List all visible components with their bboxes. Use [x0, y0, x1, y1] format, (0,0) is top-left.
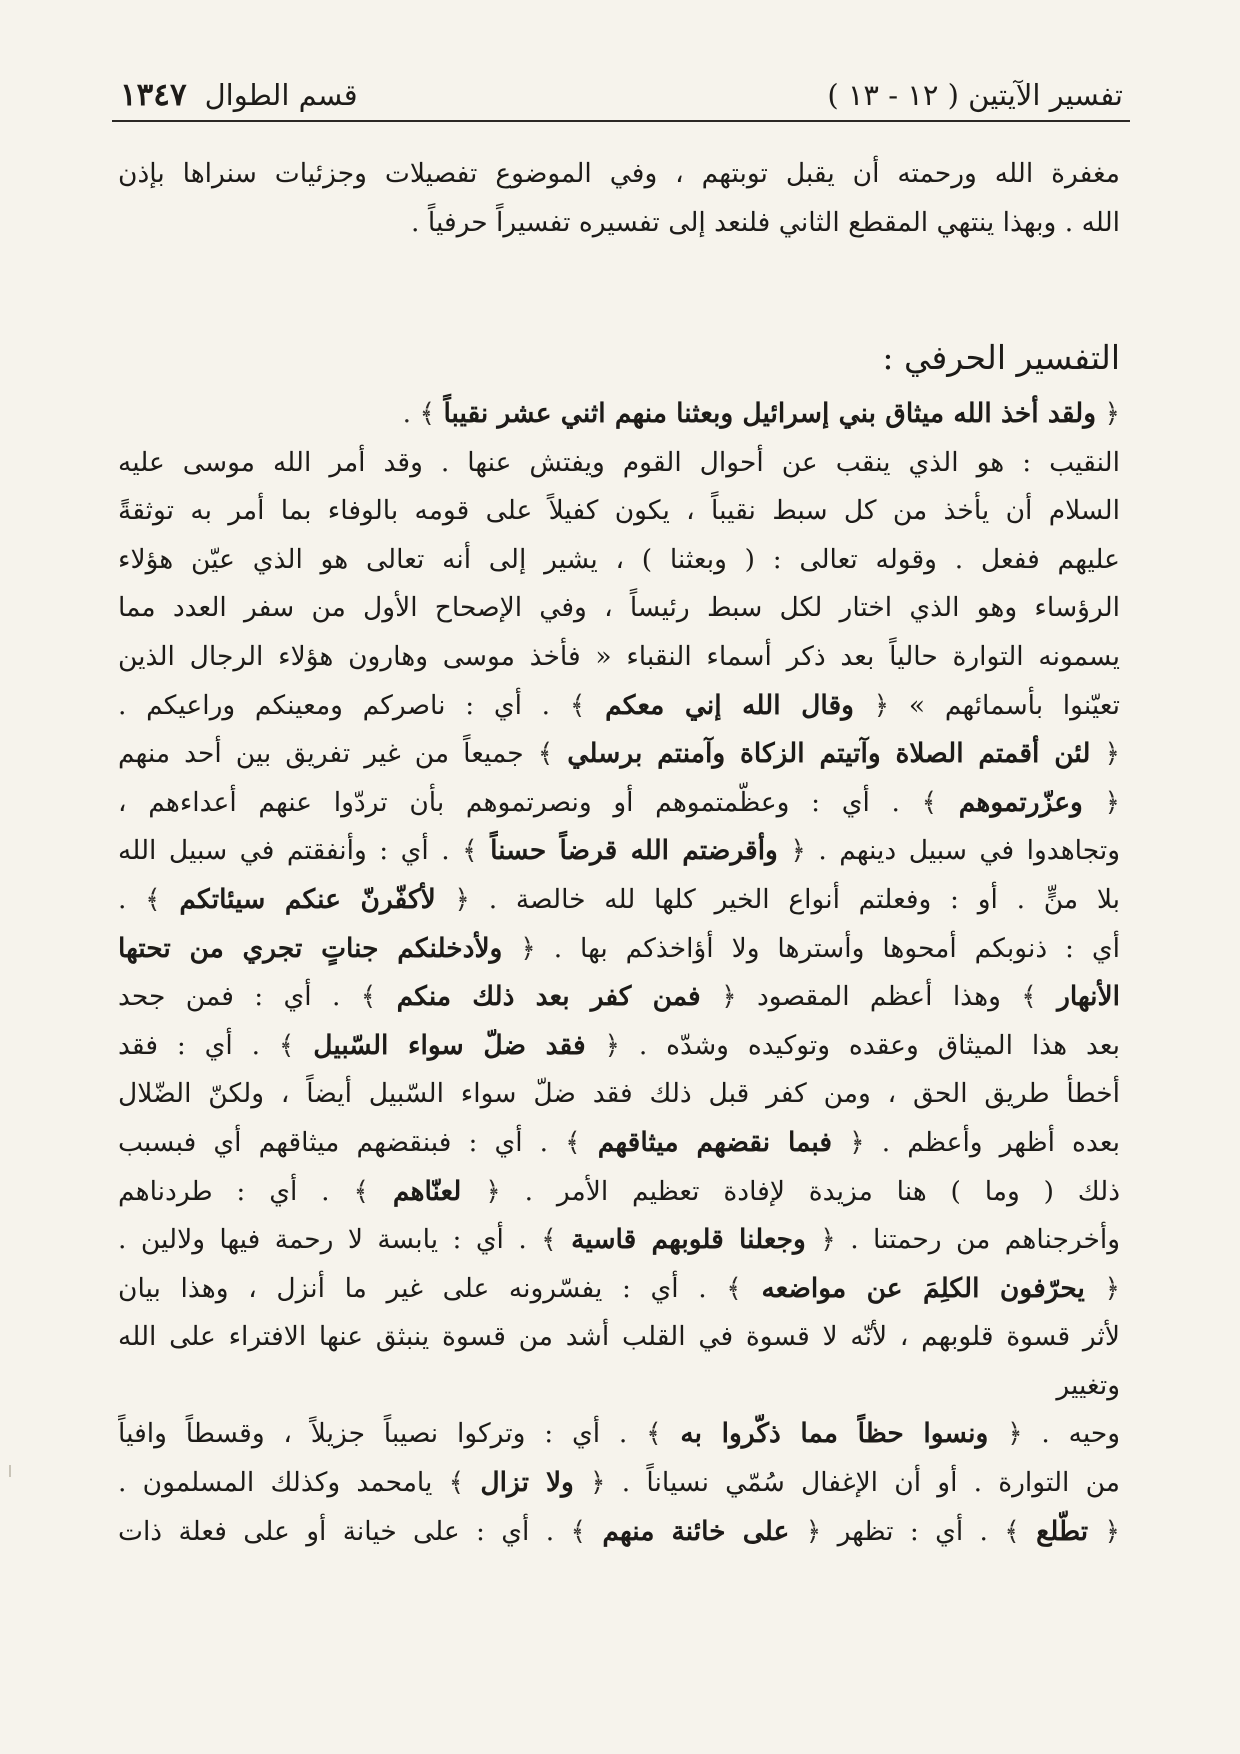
- page-header: [120, 72, 1123, 118]
- ornate-bracket: ﴿: [461, 1175, 501, 1207]
- commentary-text: . أي : وعظّمتموهم أو ونصرتموهم بأن تردّوا عنهم أعداءهم ،: [118, 786, 922, 818]
- ornate-bracket: ﴾: [570, 1515, 603, 1547]
- quran-verse: وجعلنا قلوبهم قاسية: [571, 1224, 806, 1256]
- ornate-bracket: ﴾: [569, 689, 606, 721]
- quran-verse: فمن كفر بعد ذلك منكم: [396, 981, 701, 1013]
- commentary-line: [118, 1216, 1120, 1265]
- commentary-line: [118, 487, 1120, 536]
- commentary-text: . أي : وأنفقتم في سبيل الله: [118, 835, 463, 867]
- commentary-line: [118, 1459, 1120, 1508]
- quran-verse: تطّلع: [1036, 1515, 1089, 1547]
- commentary-text: الرؤساء وهو الذي اختار لكل سبط رئيساً ، وفي الإصحاح الأول من سفر العدد مما: [118, 592, 1120, 624]
- commentary-text: . أي : ناصركم ومعينكم وراعيكم .: [118, 689, 570, 721]
- ornate-bracket: ﴾: [726, 1272, 762, 1304]
- quran-verse: ونسوا حظاً مما ذكّروا به: [680, 1418, 989, 1450]
- intro-line: الله . وبهذا ينتهي المقطع الثاني فلنعد إلى تفسيره تفسيراً حرفياً .: [411, 206, 1120, 238]
- ornate-bracket: ﴿: [789, 1515, 822, 1547]
- quran-verse: يحرّفون الكلِمَ عن مواضعه: [761, 1272, 1085, 1304]
- ornate-bracket: ﴾: [565, 1126, 598, 1158]
- commentary-text: . أي : تظهر: [821, 1515, 1005, 1547]
- quran-verse: على خائنة منهم: [602, 1515, 790, 1547]
- commentary-line: [118, 779, 1120, 828]
- ornate-bracket: ﴾: [537, 738, 568, 770]
- ornate-bracket: ﴿: [1090, 738, 1120, 770]
- commentary-line: [118, 1265, 1120, 1314]
- ornate-bracket: ﴿: [1088, 1515, 1120, 1547]
- ornate-bracket: ﴾: [145, 883, 180, 915]
- ornate-bracket: ﴿: [988, 1418, 1023, 1450]
- commentary-line: [118, 973, 1120, 1022]
- commentary-text: عليهم ففعل . وقوله تعالى : ( وبعثنا ) ، يشير إلى أنه تعالى هو الذي عيّن هؤلاء: [118, 543, 1120, 575]
- header-rule: [112, 120, 1130, 122]
- quran-verse: فبما نقضهم ميثاقهم: [597, 1126, 833, 1158]
- ornate-bracket: ﴾: [353, 1175, 393, 1207]
- commentary-line: [118, 1168, 1120, 1217]
- commentary-text: . أي : على خيانة أو على فعلة ذات: [118, 1515, 571, 1547]
- ornate-bracket: ﴾: [921, 786, 959, 818]
- section-heading: التفسير الحرفي :: [882, 338, 1120, 377]
- commentary-text: من التوارة . أو أن الإغفال سُمّي نسياناً .: [605, 1467, 1120, 1499]
- quran-verse: وعزّرتموهم: [958, 786, 1083, 818]
- running-title: تفسير الآيتين ( ١٢ - ١٣ ): [827, 78, 1123, 112]
- ornate-bracket: ﴾: [360, 981, 397, 1013]
- commentary-text: وتجاهدوا في سبيل دينهم .: [805, 835, 1120, 867]
- commentary-text: ذلك ( وما ) هنا مزيدة لإفادة تعظيم الأمر .: [500, 1175, 1120, 1207]
- commentary-text: . أي : فمن جحد: [118, 981, 361, 1013]
- commentary-line: [118, 536, 1120, 585]
- ornate-bracket: ﴿: [502, 932, 536, 964]
- commentary-line: [118, 682, 1120, 731]
- ornate-bracket: ﴿: [1084, 1272, 1120, 1304]
- ornate-bracket: ﴾: [448, 1467, 481, 1499]
- commentary-text: بعد هذا الميثاق وعقده وتوكيده وشدّه .: [620, 1029, 1120, 1061]
- ornate-bracket: ﴾: [1004, 1515, 1037, 1547]
- commentary-line: [118, 827, 1120, 876]
- quran-verse: ولأدخلنكم جناتٍ تجري من تحتها: [118, 932, 503, 964]
- commentary-text: وحيه .: [1022, 1418, 1120, 1450]
- commentary-text: لأثر قسوة قلوبهم ، لأنّه لا قسوة في القلب أشد من قسوة ينبثق عنها الافتراء على الله وتغيير: [118, 1321, 1120, 1401]
- commentary-text: وأخرجناهم من رحمتنا .: [835, 1224, 1120, 1256]
- commentary-text: .: [118, 883, 146, 915]
- commentary-text: جميعاً من غير تفريق بين أحد منهم: [118, 738, 538, 770]
- ornate-bracket: ﴿: [777, 835, 806, 867]
- ornate-bracket: ﴿: [805, 1224, 836, 1256]
- commentary-line: [118, 1508, 1120, 1557]
- commentary-line: [118, 925, 1120, 974]
- commentary-text: . أي : طردناهم: [118, 1175, 354, 1207]
- commentary-line: [118, 1313, 1120, 1410]
- commentary-text: . أي : فبنقضهم ميثاقهم أي فبسبب: [118, 1126, 566, 1158]
- ornate-bracket: ﴾: [541, 1224, 572, 1256]
- quran-verse: وقال الله إني معكم: [605, 689, 854, 721]
- ornate-bracket: ﴾: [646, 1418, 681, 1450]
- ornate-bracket: ﴿: [1082, 786, 1120, 818]
- ornate-bracket: ﴾ .: [402, 398, 444, 429]
- ornate-bracket: ﴿: [832, 1126, 865, 1158]
- commentary-text: تعيّنوا بأسمائهم »: [889, 689, 1120, 721]
- quran-verse: ولقد أخذ الله ميثاق بني إسرائيل وبعثنا منهم اثني عشر نقيباً: [443, 398, 1097, 429]
- ornate-bracket: ﴿: [435, 883, 470, 915]
- commentary-text: . أي : يابسة لا رحمة فيها ولالين .: [118, 1224, 542, 1256]
- commentary-text: بلا منٍّ . أو : وفعلتم أنواع الخير كلها لله خالصة .: [469, 883, 1120, 915]
- header-left-group: [120, 77, 358, 113]
- commentary-text: . أي : وتركوا نصيباً جزيلاً ، وقسطاً وافياً: [118, 1418, 647, 1450]
- ornate-bracket: ﴾: [462, 835, 491, 867]
- quran-verse: ولا تزال: [480, 1467, 574, 1499]
- ornate-bracket: ﴿: [1096, 398, 1120, 429]
- commentary-text: يامحمد وكذلك المسلمون .: [118, 1467, 449, 1499]
- commentary-line: [118, 1022, 1120, 1071]
- commentary-line: [118, 730, 1120, 779]
- ornate-bracket: ﴾: [278, 1029, 314, 1061]
- commentary-line: [118, 1119, 1120, 1168]
- verse-line: [118, 390, 1120, 439]
- commentary-line: [118, 876, 1120, 925]
- ornate-bracket: ﴿: [573, 1467, 606, 1499]
- scan-margin-mark: [9, 1465, 11, 1477]
- commentary-line: [118, 1070, 1120, 1119]
- quran-verse: لأكفّرنّ عنكم سيئاتكم: [179, 883, 436, 915]
- commentary-line: [118, 633, 1120, 682]
- commentary-text: أي : ذنوبكم أمحوها وأسترها ولا أؤاخذكم بها .: [535, 932, 1120, 964]
- commentary-text: وهذا أعظم المقصود: [736, 981, 1022, 1013]
- quran-verse: لئن أقمتم الصلاة وآتيتم الزكاة وآمنتم برسلي: [567, 738, 1091, 770]
- ornate-bracket: ﴾: [1021, 981, 1058, 1013]
- commentary-line: [118, 584, 1120, 633]
- commentary-body: [118, 390, 1120, 1556]
- commentary-line: [118, 439, 1120, 488]
- intro-paragraph: [118, 150, 1120, 247]
- commentary-text: أخطأ طريق الحق ، ومن كفر قبل ذلك فقد ضلّ سواء السّبيل أيضاً ، ولكنّ الضّلال: [118, 1078, 1120, 1110]
- ornate-bracket: ﴿: [585, 1029, 621, 1061]
- commentary-line: [118, 1410, 1120, 1459]
- quran-verse: فقد ضلّ سواء السّبيل: [313, 1029, 586, 1061]
- commentary-text: بعده أظهر وأعظم .: [864, 1126, 1120, 1158]
- section-name: قسم الطوال: [204, 78, 358, 112]
- quran-verse: لعنّاهم: [392, 1175, 462, 1207]
- commentary-text: . أي : يفسّرونه على غير ما أنزل ، وهذا بيان: [118, 1272, 727, 1304]
- quran-verse: وأقرضتم الله قرضاً حسناً: [490, 835, 778, 867]
- intro-line: مغفرة الله ورحمته أن يقبل توبتهم ، وفي الموضوع تفصيلات وجزئيات سنراها بإذن: [118, 158, 1120, 189]
- ornate-bracket: ﴿: [853, 689, 890, 721]
- quran-verse: الأنهار: [1057, 981, 1120, 1013]
- page-number: ١٣٤٧: [120, 77, 187, 113]
- commentary-text: النقيب : هو الذي ينقب عن أحوال القوم ويفتش عنها . وقد أمر الله موسى عليه: [118, 446, 1120, 478]
- commentary-text: السلام أن يأخذ من كل سبط نقيباً ، يكون كفيلاً على قومه بالوفاء بما أمر به توثقةً: [118, 495, 1120, 527]
- commentary-text: يسمونه التوارة حالياً بعد ذكر أسماء النقباء « فأخذ موسى وهارون هؤلاء الرجال الذين: [118, 640, 1120, 672]
- commentary-text: . أي : فقد: [118, 1029, 279, 1061]
- ornate-bracket: ﴿: [700, 981, 737, 1013]
